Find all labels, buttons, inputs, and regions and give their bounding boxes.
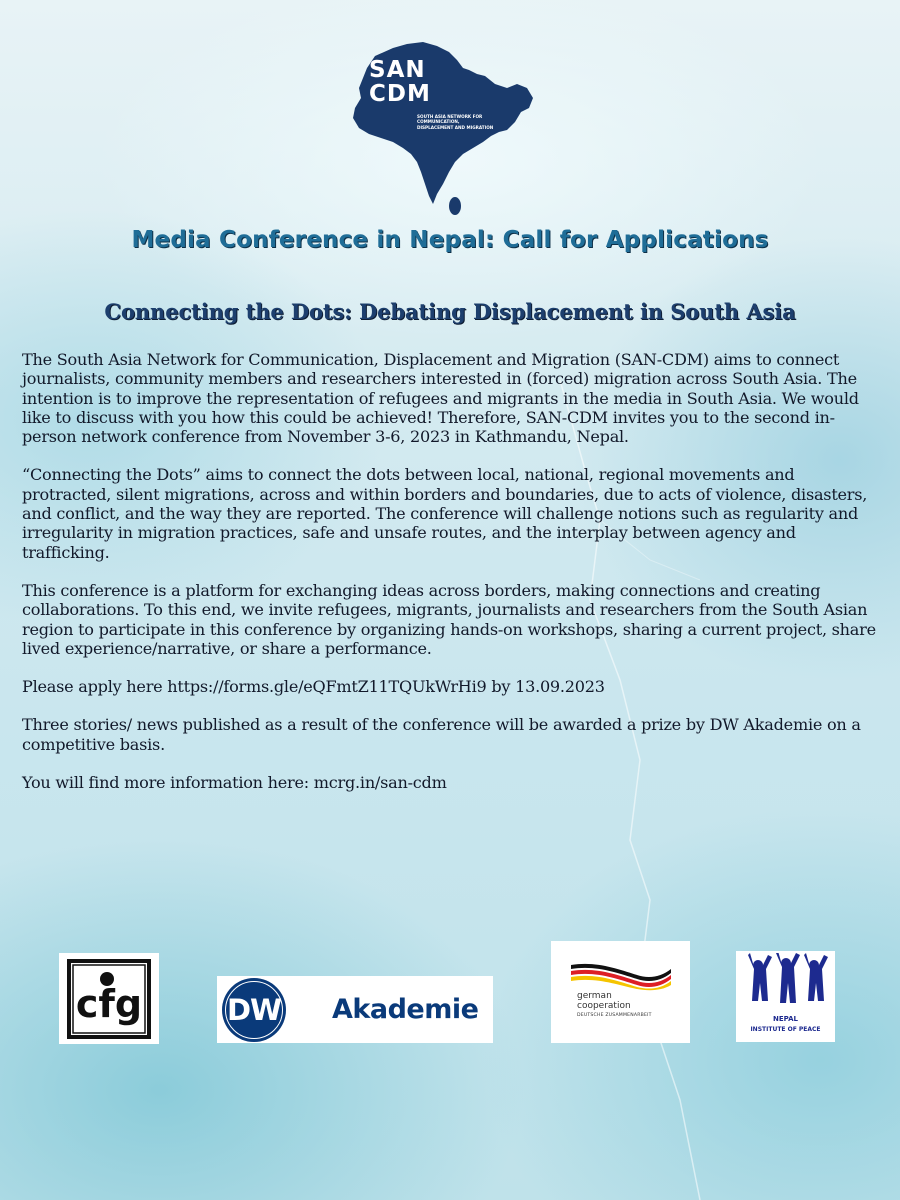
dw-akademie-logo (217, 976, 493, 1043)
dw-akademie-word: Akademie (332, 994, 479, 1025)
cfg-logo (59, 953, 159, 1044)
logo-subtitle: SOUTH ASIA NETWORK FOR COMMUNICATION, DISPLACEMENT AND MIGRATION (417, 114, 494, 130)
german-cooperation-logo (551, 941, 690, 1043)
page-subtitle: Connecting the Dots: Debating Displacement in South Asia (104, 299, 796, 324)
nip-line-nepal: NEPAL (772, 1015, 798, 1023)
dw-circle-icon (222, 978, 286, 1042)
paragraph-intro: The South Asia Network for Communication, Displacement and Migration (SAN-CDM) aims to connect journalists, community members and researchers interested in (forced) migration across South Asia. The intention is to improve the representation of refugees and migrants in the media in South Asia. We would like to discuss with you how this could be achieved! Therefore, SAN-CDM invites you to the second in-person network conference from November 3-6, 2023 in Kathmandu, Nepal. (22, 350, 859, 447)
paragraph-connecting-dots: “Connecting the Dots” aims to connect the dots between local, national, regional movements and protracted, silent migrations, across and within borders and boundaries, due to acts of violence, disasters, and conflict, and the way they are reported. The conference will challenge notions such as regularity and irregularity in migration practices, safe and unsafe routes, and the interplay between agency and trafficking. (22, 465, 868, 562)
gc-line-cooperation: cooperation (577, 1001, 631, 1011)
cfg-logo-icon (67, 959, 151, 1039)
gc-line-deutsche: DEUTSCHE ZUSAMMENARBEIT (577, 1013, 652, 1018)
svg-text:cfg: cfg (75, 981, 143, 1026)
paragraph-apply-link[interactable]: Please apply here https://forms.gle/eQFmtZ11TQUkWrHi9 by 13.09.2023 (22, 677, 605, 697)
paragraph-platform: This conference is a platform for exchanging ideas across borders, making connections and creating collaborations. To this end, we invite refugees, migrants, journalists and researchers from the South Asian region to participate in this conference by organizing hands-on workshops, sharing a current project, share lived experience/narrative, or share a performance. (22, 580, 876, 658)
paragraph-prize: Three stories/ news published as a result of the conference will be awarded a prize by DW Akademie on a competitive basis. (22, 715, 861, 754)
logo-title: SAN CDM (369, 57, 431, 107)
san-cdm-logo (345, 38, 545, 218)
nip-line-institute: INSTITUTE OF PEACE (750, 1026, 821, 1033)
paragraph-more-info[interactable]: You will find more information here: mcrg.in/san-cdm (22, 773, 447, 793)
german-flag-wave-icon (567, 959, 677, 991)
body-content (22, 350, 884, 811)
people-figures-icon (736, 953, 835, 1013)
gc-line-german: german (577, 991, 612, 1001)
nepal-institute-of-peace-logo (736, 951, 835, 1042)
page-title: Media Conference in Nepal: Call for Applications (131, 227, 769, 253)
dw-letters: DW (226, 992, 282, 1027)
